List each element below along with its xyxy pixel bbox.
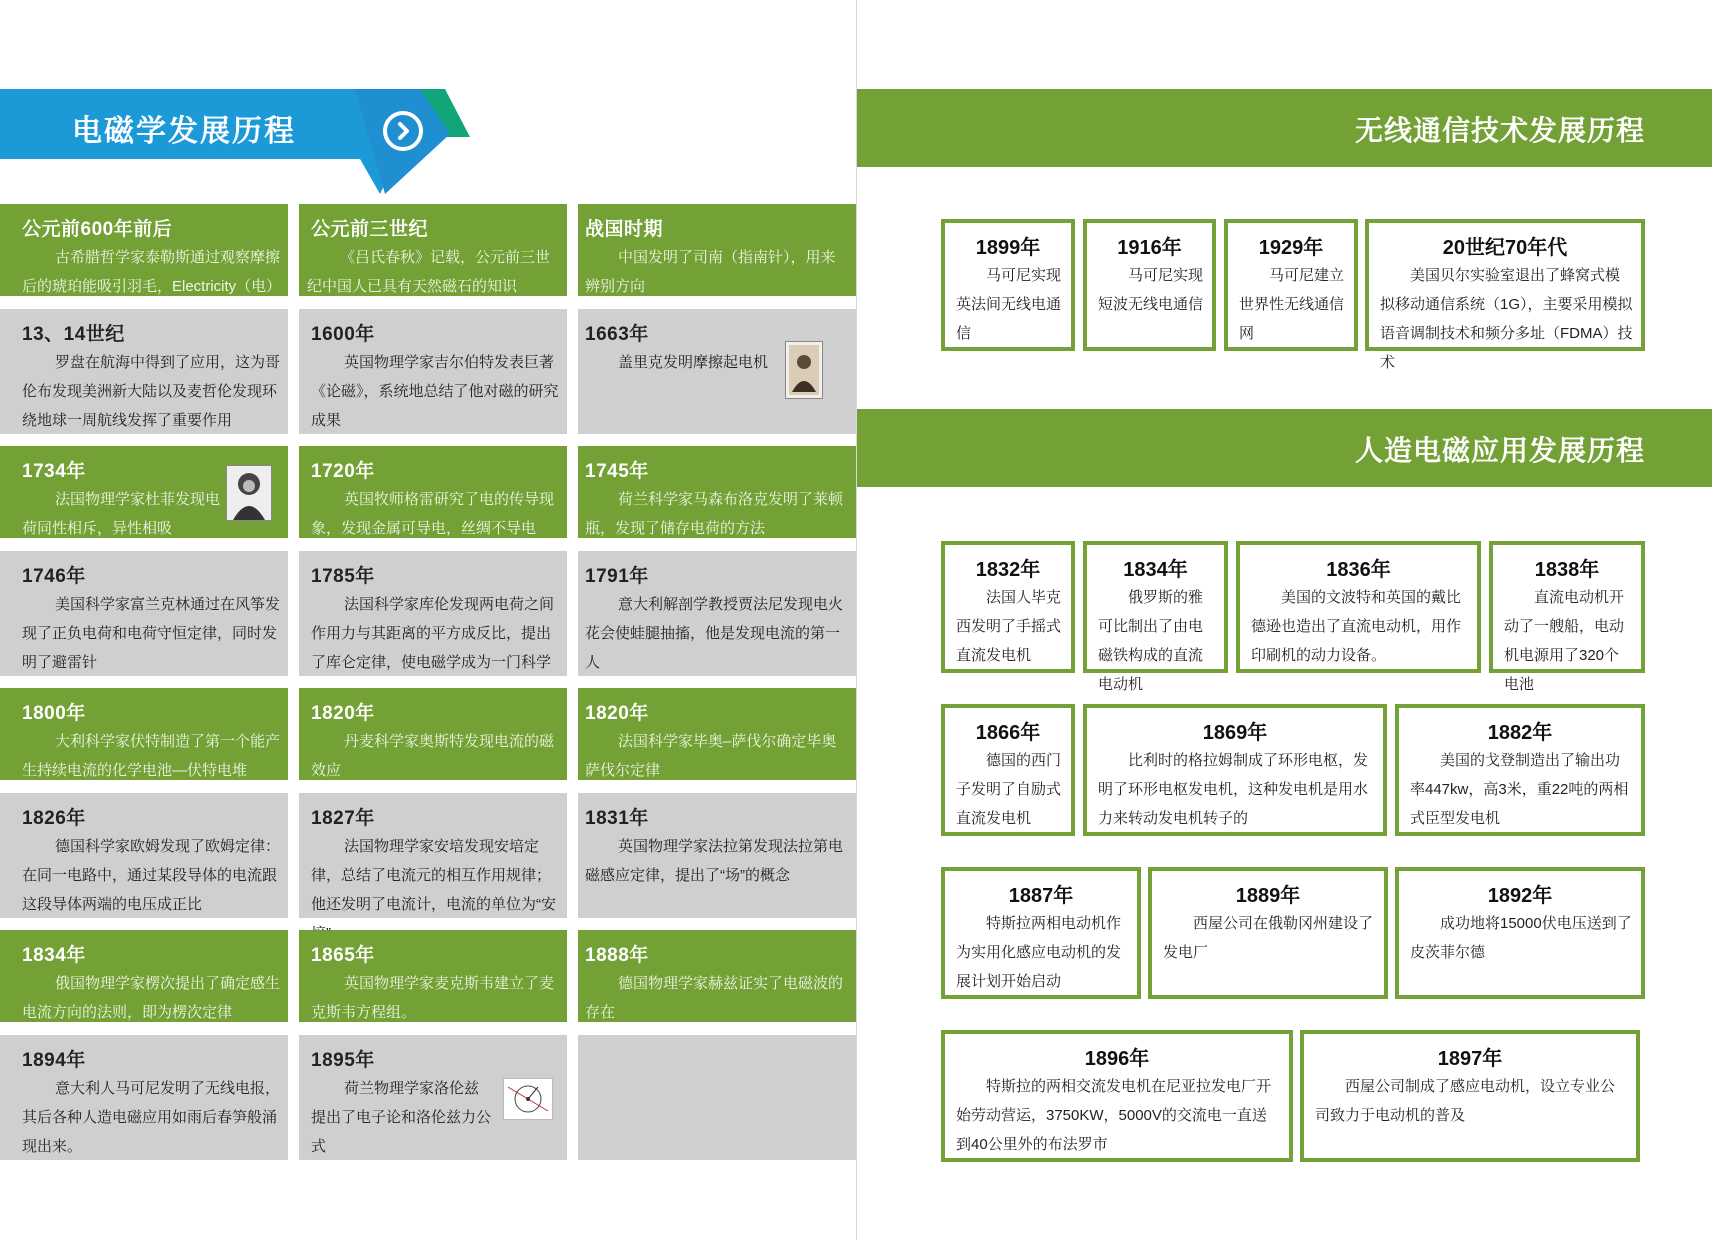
- timeline-year: 战国时期: [585, 219, 664, 240]
- timeline-text: 英国牧师格雷研究了电的传导现象，发现金属可导电，丝绸不导电: [311, 491, 555, 537]
- milestone-year: 1836年: [1326, 559, 1391, 581]
- timeline-cell: [299, 309, 567, 434]
- em-milestone-box: [1083, 541, 1228, 693]
- milestone-year: 1899年: [975, 237, 1041, 259]
- milestone-text: 马可尼实现短波无线电通信: [1098, 267, 1204, 313]
- milestone-year: 1866年: [975, 722, 1041, 744]
- timeline-cell: [299, 793, 567, 918]
- wireless-section-title: 无线通信技术发展历程: [1354, 115, 1645, 146]
- timeline-text: 意大利解剖学教授贾法尼发现电火花会使蛙腿抽搐，他是发现电流的第一人: [585, 596, 844, 671]
- milestone-text: 马可尼实现英法间无线电通信: [956, 267, 1062, 342]
- timeline-year: 1895年: [311, 1050, 375, 1071]
- timeline-text: 古希腊哲学家泰勒斯通过观察摩擦后的琥珀能吸引羽毛，Electricity（电）: [22, 249, 282, 295]
- timeline-cell: [578, 204, 856, 296]
- timeline-cell: [0, 1035, 288, 1160]
- timeline-year: 13、14世纪: [22, 324, 125, 345]
- wireless-milestone-box: [1083, 219, 1216, 351]
- milestone-text: 俄罗斯的雅可比制出了由电磁铁构成的直流电动机: [1098, 589, 1204, 693]
- timeline-year: 1865年: [311, 945, 375, 966]
- timeline-year: 1820年: [585, 703, 649, 724]
- portrait-image: [785, 341, 823, 399]
- timeline-cell: [0, 446, 288, 538]
- timeline-year: 1888年: [585, 945, 649, 966]
- wireless-milestone-box: [941, 219, 1075, 351]
- timeline-year: 1745年: [585, 461, 649, 482]
- timeline-year: 1746年: [22, 566, 86, 587]
- timeline-year: 1834年: [22, 945, 86, 966]
- timeline-cell: [0, 551, 288, 676]
- em-milestone-box: [1395, 704, 1645, 836]
- milestone-year: 1929年: [1258, 237, 1324, 259]
- timeline-text: 《吕氏春秋》记载，公元前三世纪中国人已具有天然磁石的知识: [307, 249, 551, 295]
- timeline-year: 公元前600年前后: [22, 219, 173, 240]
- milestone-text: 马可尼建立世界性无线通信网: [1239, 267, 1345, 342]
- em-milestone-box: [941, 867, 1141, 999]
- timeline-year: 1800年: [22, 703, 86, 724]
- timeline-text: 荷兰科学家马森布洛克发明了莱顿瓶，发现了储存电荷的方法: [585, 491, 844, 537]
- em-milestone-box: [1148, 867, 1388, 999]
- timeline-cell: [299, 1035, 567, 1160]
- timeline-text: 荷兰物理学家洛伦兹提出了电子论和洛伦兹力公式: [311, 1080, 492, 1155]
- timeline-year: 1831年: [585, 808, 649, 829]
- timeline-cell: [578, 446, 856, 538]
- timeline-text: 英国物理学家法拉第发现法拉第电磁感应定律，提出了“场”的概念: [585, 838, 844, 884]
- milestone-text: 德国的西门子发明了自励式直流发电机: [956, 752, 1062, 827]
- timeline-cell: [578, 930, 856, 1022]
- left-page-title: 电磁学发展历程: [72, 115, 296, 148]
- timeline-text: 罗盘在航海中得到了应用，这为哥伦布发现美洲新大陆以及麦哲伦发现环绕地球一周航线发挥了重要作用: [22, 354, 281, 429]
- timeline-cell: [0, 793, 288, 918]
- lorentz-diagram-image: [503, 1078, 553, 1120]
- milestone-year: 1869年: [1202, 722, 1268, 744]
- milestone-text: 西屋公司在俄勒冈州建设了发电厂: [1163, 915, 1374, 961]
- timeline-text: 法国科学家毕奥–萨伐尔确定毕奥萨伐尔定律: [585, 733, 837, 779]
- milestone-year: 1896年: [1084, 1048, 1150, 1070]
- milestone-year: 1897年: [1437, 1048, 1503, 1070]
- timeline-cell: [578, 793, 856, 918]
- timeline-text: 德国物理学家赫兹证实了电磁波的存在: [585, 975, 844, 1021]
- timeline-year: 1785年: [311, 566, 375, 587]
- em-milestone-box: [941, 704, 1075, 836]
- timeline-text: 中国发明了司南（指南针），用来辨别方向: [585, 249, 836, 295]
- timeline-year: 1820年: [311, 703, 375, 724]
- milestone-text: 比利时的格拉姆制成了环形电枢，发明了环形电枢发电机，这种发电机是用水力来转动发电机转子的: [1098, 752, 1369, 827]
- em-milestone-box: [1395, 867, 1645, 999]
- wireless-milestone-box: [1365, 219, 1645, 371]
- em-milestone-box: [1489, 541, 1645, 693]
- timeline-cell: [299, 204, 567, 296]
- em-milestone-box: [941, 1030, 1293, 1162]
- milestone-text: 西屋公司制成了感应电动机，设立专业公司致力于电动机的普及: [1315, 1078, 1616, 1124]
- timeline-text: 英国物理学家麦克斯韦建立了麦克斯韦方程组。: [311, 975, 555, 1021]
- timeline-cell: [578, 688, 856, 780]
- milestone-year: 1882年: [1487, 722, 1553, 744]
- timeline-year: 1827年: [311, 808, 375, 829]
- portrait-image: [226, 465, 272, 521]
- timeline-text: 美国科学家富兰克林通过在风筝发现了正负电荷和电荷守恒定律，同时发明了避雷针: [22, 596, 281, 671]
- timeline-cell: [0, 309, 288, 434]
- milestone-text: 法国人毕克西发明了手摇式直流发电机: [956, 589, 1062, 664]
- em-milestone-box: [1083, 704, 1387, 836]
- timeline-text: 大利科学家伏特制造了第一个能产生持续电流的化学电池—伏特电堆: [22, 733, 281, 779]
- milestone-year: 1916年: [1117, 237, 1182, 259]
- timeline-year: 公元前三世纪: [311, 219, 429, 240]
- timeline-year: 1791年: [585, 566, 649, 587]
- milestone-year: 1832年: [975, 559, 1041, 581]
- em-milestone-box: [1236, 541, 1481, 673]
- timeline-cell: [0, 930, 288, 1022]
- em-application-section-title: 人造电磁应用发展历程: [1354, 435, 1645, 466]
- milestone-text: 成功地将15000伏电压送到了皮茨菲尔德: [1410, 915, 1632, 961]
- timeline-text: 英国物理学家吉尔伯特发表巨著《论磁》，系统地总结了他对磁的研究成果: [311, 354, 559, 429]
- page-spine: [856, 0, 857, 1240]
- timeline-cell: [299, 446, 567, 538]
- wireless-section-banner: [857, 89, 1712, 167]
- milestone-text: 直流电动机开动了一艘船，电动机电源用了320个电池: [1504, 589, 1625, 693]
- timeline-text: 俄国物理学家楞次提出了确定感生电流方向的法则，即为楞次定律: [22, 975, 281, 1021]
- em-application-section-banner: [857, 409, 1712, 487]
- timeline-cell: [299, 551, 567, 676]
- timeline-year: 1734年: [22, 461, 86, 482]
- timeline-cell: [0, 688, 288, 780]
- timeline-text: 法国科学家库伦发现两电荷之间作用力与其距离的平方成反比，提出了库仑定律，使电磁学成为一门科学: [311, 596, 555, 671]
- timeline-cell: [299, 930, 567, 1022]
- milestone-text: 特斯拉的两相交流发电机在尼亚拉发电厂开始劳动营运，3750KW，5000V的交流电一直送到40公里外的布法罗市: [956, 1078, 1272, 1153]
- milestone-year: 20世纪70年代: [1442, 237, 1568, 259]
- timeline-year: 1600年: [311, 324, 375, 345]
- timeline-year: 1894年: [22, 1050, 86, 1071]
- timeline-cell: [578, 309, 856, 434]
- timeline-text: 德国科学家欧姆发现了欧姆定律：在同一电路中，通过某段导体的电流跟这段导体两端的电压成正比: [22, 838, 281, 913]
- timeline-text: 丹麦科学家奥斯特发现电流的磁效应: [311, 733, 555, 779]
- timeline-text: 法国物理学家杜菲发现电荷同性相斥，异性相吸: [22, 491, 221, 537]
- milestone-year: 1892年: [1487, 885, 1553, 907]
- timeline-text: 意大利人马可尼发明了无线电报，其后各种人造电磁应用如雨后春笋般涌现出来。: [22, 1080, 281, 1155]
- wireless-milestone-box: [1224, 219, 1358, 351]
- timeline-year: 1826年: [22, 808, 86, 829]
- milestone-year: 1838年: [1534, 559, 1600, 581]
- milestone-text: 美国的文波特和英国的戴比德逊也造出了直流电动机，用作印刷机的动力设备。: [1251, 589, 1462, 664]
- chevron-right-icon: [383, 111, 423, 151]
- em-milestone-box: [941, 541, 1075, 673]
- milestone-text: 特斯拉两相电动机作为实用化感应电动机的发展计划开始启动: [956, 915, 1122, 990]
- em-milestone-box: [1300, 1030, 1640, 1162]
- milestone-text: 美国的戈登制造出了输出功率447kw，高3米，重22吨的两相式臣型发电机: [1410, 752, 1629, 827]
- timeline-text: 法国物理学家安培发现安培定律，总结了电流元的相互作用规律；他还发明了电流计，电流的单位为“安: [311, 838, 556, 913]
- milestone-year: 1834年: [1123, 559, 1188, 581]
- timeline-year: 1720年: [311, 461, 375, 482]
- milestone-year: 1889年: [1235, 885, 1301, 907]
- timeline-cell: [299, 688, 567, 780]
- timeline-cell-empty: [578, 1035, 856, 1160]
- timeline-cell: [578, 551, 856, 676]
- timeline-cell: [0, 204, 288, 296]
- milestone-text: 美国贝尔实验室退出了蜂窝式模拟移动通信系统（1G），主要采用模拟语音调制技术和频分多址（FDMA）技术: [1380, 267, 1633, 371]
- timeline-year: 1663年: [585, 324, 649, 345]
- milestone-year: 1887年: [1008, 885, 1074, 907]
- timeline-text: 盖里克发明摩擦起电机: [618, 354, 769, 371]
